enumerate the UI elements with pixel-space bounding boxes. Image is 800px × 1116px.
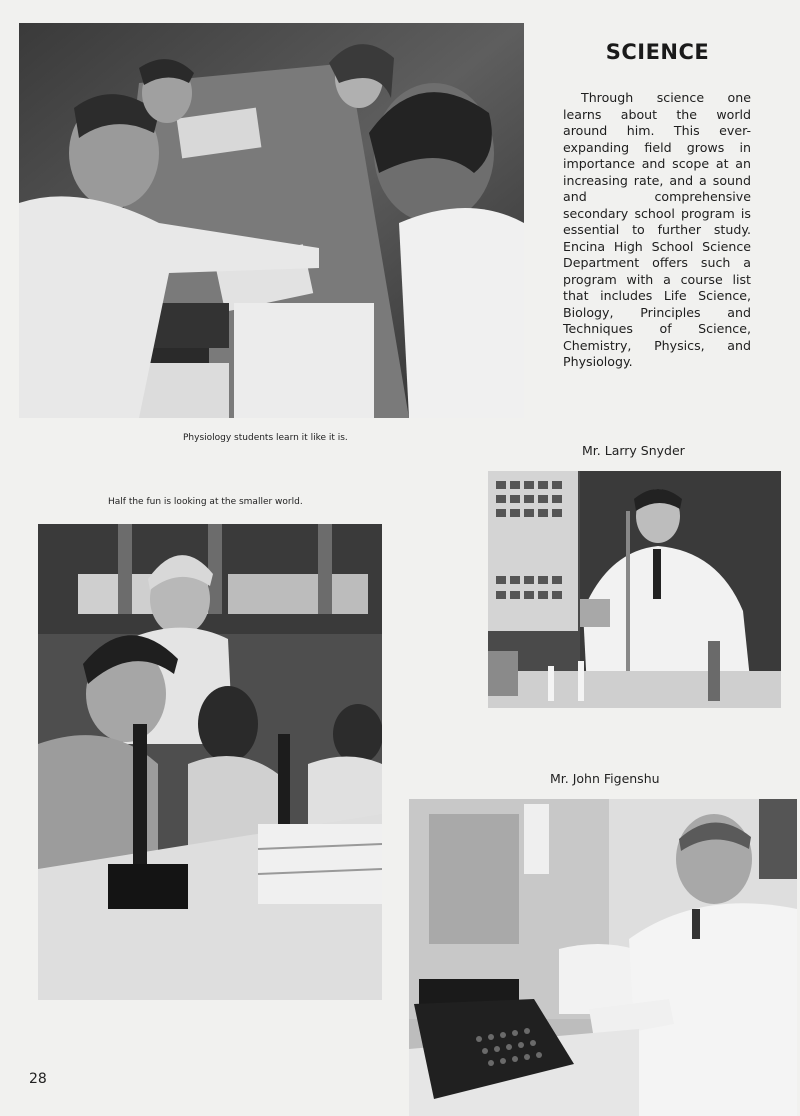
photo-snyder-image: [488, 471, 781, 708]
photo-physiology-image: [19, 23, 524, 418]
photo-microscope-students: [38, 524, 382, 1000]
photo-larry-snyder: [488, 471, 781, 708]
page-number: 28: [29, 1071, 47, 1087]
section-body-text: Through science one learns about the world around him. This ever-expanding field grows in importance and scope at an increasing rate, and a sound and comprehensive secondary school program is essential to further study. Encina High School Science Department offers such a program with a course list that includes Life Science, Biology, Principles and Techniques of Science, Chemistry, Physics, and Physiology.: [563, 90, 751, 369]
section-title: SCIENCE: [605, 40, 710, 64]
teacher-name-snyder: Mr. Larry Snyder: [582, 443, 685, 458]
photo-figenshu-image: [409, 799, 797, 1116]
photo-physiology-students: [19, 23, 524, 418]
caption-microscope: Half the fun is looking at the smaller world.: [108, 497, 303, 507]
photo-microscope-image: [38, 524, 382, 1000]
teacher-name-figenshu: Mr. John Figenshu: [550, 771, 660, 786]
photo-john-figenshu: [409, 799, 797, 1116]
caption-physiology: Physiology students learn it like it is.: [183, 433, 348, 443]
